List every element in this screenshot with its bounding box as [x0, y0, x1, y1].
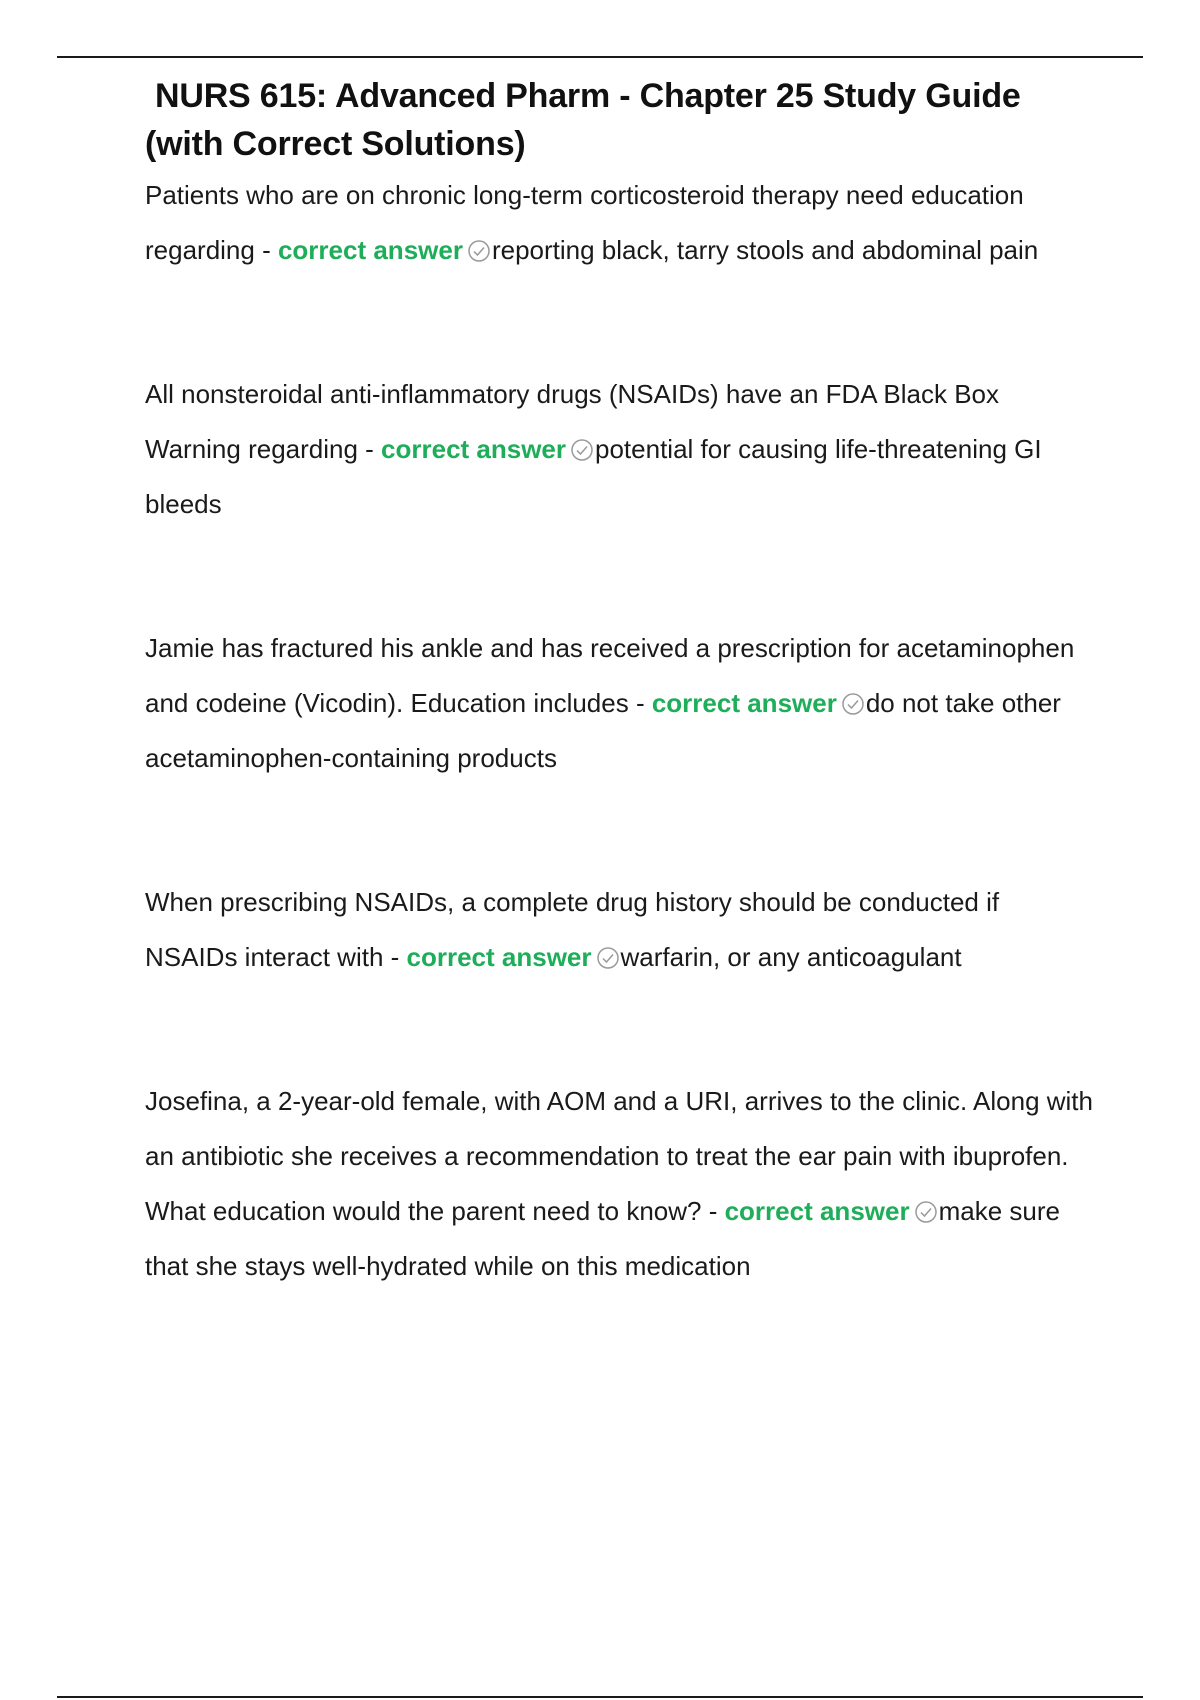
page-title-line-1: NURS 615: Advanced Pharm - Chapter 25 Study Guide	[155, 77, 1021, 115]
circle-check-icon	[570, 438, 594, 462]
circle-check-icon	[841, 692, 865, 716]
answer-text: reporting black, tarry stools and abdominal pain	[491, 235, 1039, 265]
answer-text: do not take other acetaminophen-containing products	[145, 688, 1061, 773]
correct-answer-label: correct answer	[651, 688, 837, 718]
qa-item	[145, 1074, 1095, 1294]
qa-item	[145, 367, 1095, 532]
circle-check-icon	[467, 239, 491, 263]
question-text: Jamie has fractured his ankle and has received a prescription for acetaminophen and codeine (Vicodin). Education includes -	[145, 633, 1075, 718]
circle-check-icon	[596, 946, 620, 970]
question-text: Josefina, a 2-year-old female, with AOM and a URI, arrives to the clinic. Along with an antibiotic she receives a recommendation to treat the ear pain with ibuprofen. What education would the parent need to know? -	[145, 1086, 1093, 1226]
qa-item	[145, 168, 1095, 278]
question-text: All nonsteroidal anti-inflammatory drugs (NSAIDs) have an FDA Black Box Warning regarding -	[145, 379, 1000, 464]
page-title-line-2: (with Correct Solutions)	[145, 125, 526, 163]
answer-text: warfarin, or any anticoagulant	[620, 942, 962, 972]
answer-text: make sure that she stays well-hydrated while on this medication	[145, 1196, 1060, 1281]
answer-text: potential for causing life-threatening GI bleeds	[145, 434, 1042, 519]
correct-answer-label: correct answer	[724, 1196, 910, 1226]
bottom-rule	[57, 1696, 1143, 1698]
question-text: Patients who are on chronic long-term corticosteroid therapy need education regarding -	[145, 180, 1024, 265]
page-title	[145, 72, 1095, 168]
qa-item	[145, 621, 1095, 786]
correct-answer-label: correct answer	[277, 235, 463, 265]
correct-answer-label: correct answer	[406, 942, 592, 972]
document-body	[145, 72, 1095, 1294]
correct-answer-label: correct answer	[381, 434, 567, 464]
qa-item	[145, 875, 1095, 985]
question-text: When prescribing NSAIDs, a complete drug history should be conducted if NSAIDs interact with -	[145, 887, 1000, 972]
top-rule	[57, 56, 1143, 58]
circle-check-icon	[914, 1200, 938, 1224]
